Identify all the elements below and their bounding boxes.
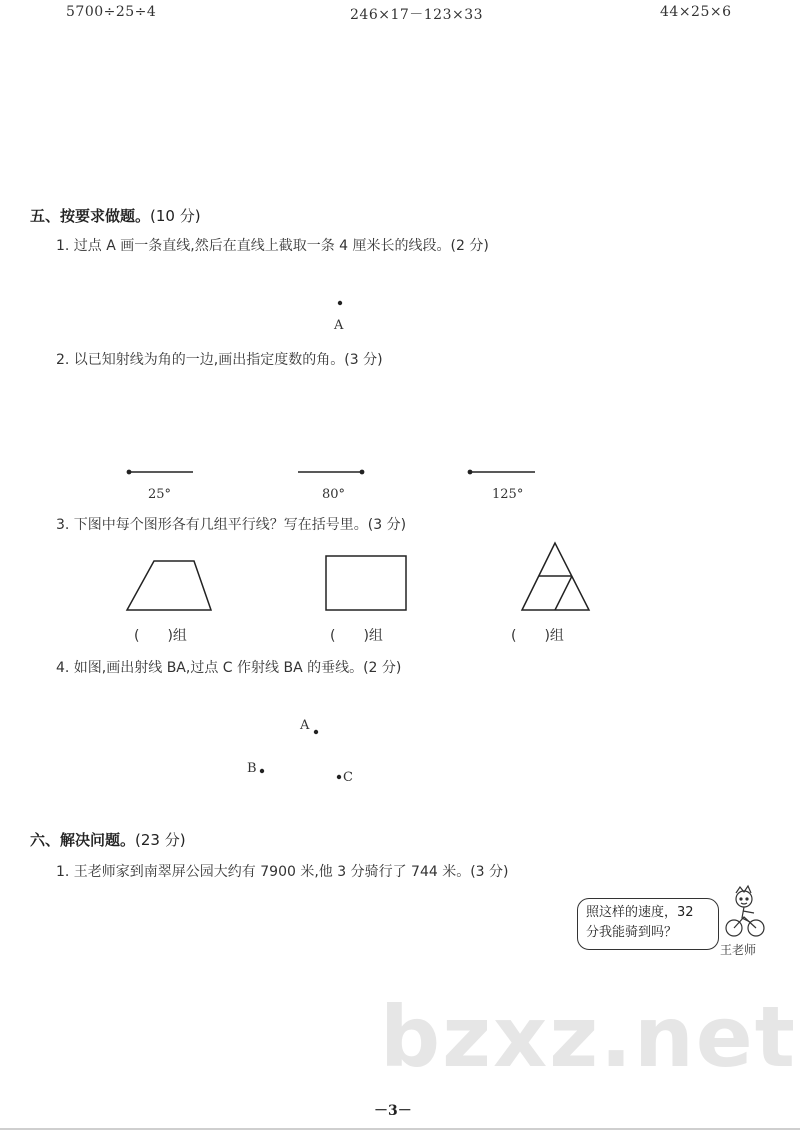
point-c-label: C (343, 770, 353, 785)
page-number: －3－ (374, 1103, 412, 1119)
point-c-dot (337, 775, 341, 779)
answer-paren-trapezoid: ( )组 (134, 628, 187, 644)
teacher-cartoon-icon (726, 886, 764, 936)
point-a-dot (338, 301, 342, 305)
answer-paren-rectangle: ( )组 (330, 628, 383, 644)
expression-3: 44×25×6 (660, 4, 732, 20)
watermark: bzxz.net (380, 988, 797, 1086)
expression-1: 5700÷25÷4 (66, 4, 157, 20)
section-6-points: (23 分) (135, 831, 186, 849)
ray-25 (127, 470, 193, 475)
question-5-1: 1. 过点 A 画一条直线,然后在直线上截取一条 4 厘米长的线段。(2 分) (56, 238, 489, 254)
section-6-title: 六、解决问题。 (30, 831, 136, 849)
angle-label-125: 125° (492, 487, 524, 502)
expression-2: 246×17－123×33 (350, 7, 484, 23)
point-b-label: B (247, 761, 257, 776)
angle-label-25: 25° (148, 487, 172, 502)
point-b-dot (260, 769, 264, 773)
bubble-line-2: 分我能骑到吗？ (586, 925, 678, 940)
question-5-3: 3. 下图中每个图形各有几组平行线？写在括号里。(3 分) (56, 517, 407, 533)
bubble-line-1: 照这样的速度，32 (586, 905, 694, 920)
trapezoid-shape (127, 561, 211, 610)
question-5-4: 4. 如图,画出射线 BA,过点 C 作射线 BA 的垂线。(2 分) (56, 660, 402, 676)
teacher-name-label: 王老师 (720, 943, 757, 957)
angle-label-80: 80° (322, 487, 346, 502)
answer-paren-triangle: ( )组 (511, 628, 564, 644)
ray-80 (298, 470, 364, 475)
rectangle-shape (326, 556, 406, 610)
point-a-label: A (334, 318, 344, 333)
point-a-label-q4: A (300, 718, 310, 733)
ray-125 (468, 470, 535, 475)
section-5-title: 五、按要求做题。 (30, 207, 151, 225)
speech-bubble (577, 898, 719, 950)
point-a-dot-q4 (314, 730, 318, 734)
triangle-shape (522, 543, 589, 610)
bottom-divider (0, 1128, 800, 1130)
section-6-heading (30, 829, 186, 850)
question-6-1: 1. 王老师家到南翠屏公园大约有 7900 米,他 3 分骑行了 744 米。(3 分) (56, 864, 509, 880)
question-5-2: 2. 以已知射线为角的一边,画出指定度数的角。(3 分) (56, 352, 383, 368)
section-5-points: (10 分) (150, 207, 201, 225)
